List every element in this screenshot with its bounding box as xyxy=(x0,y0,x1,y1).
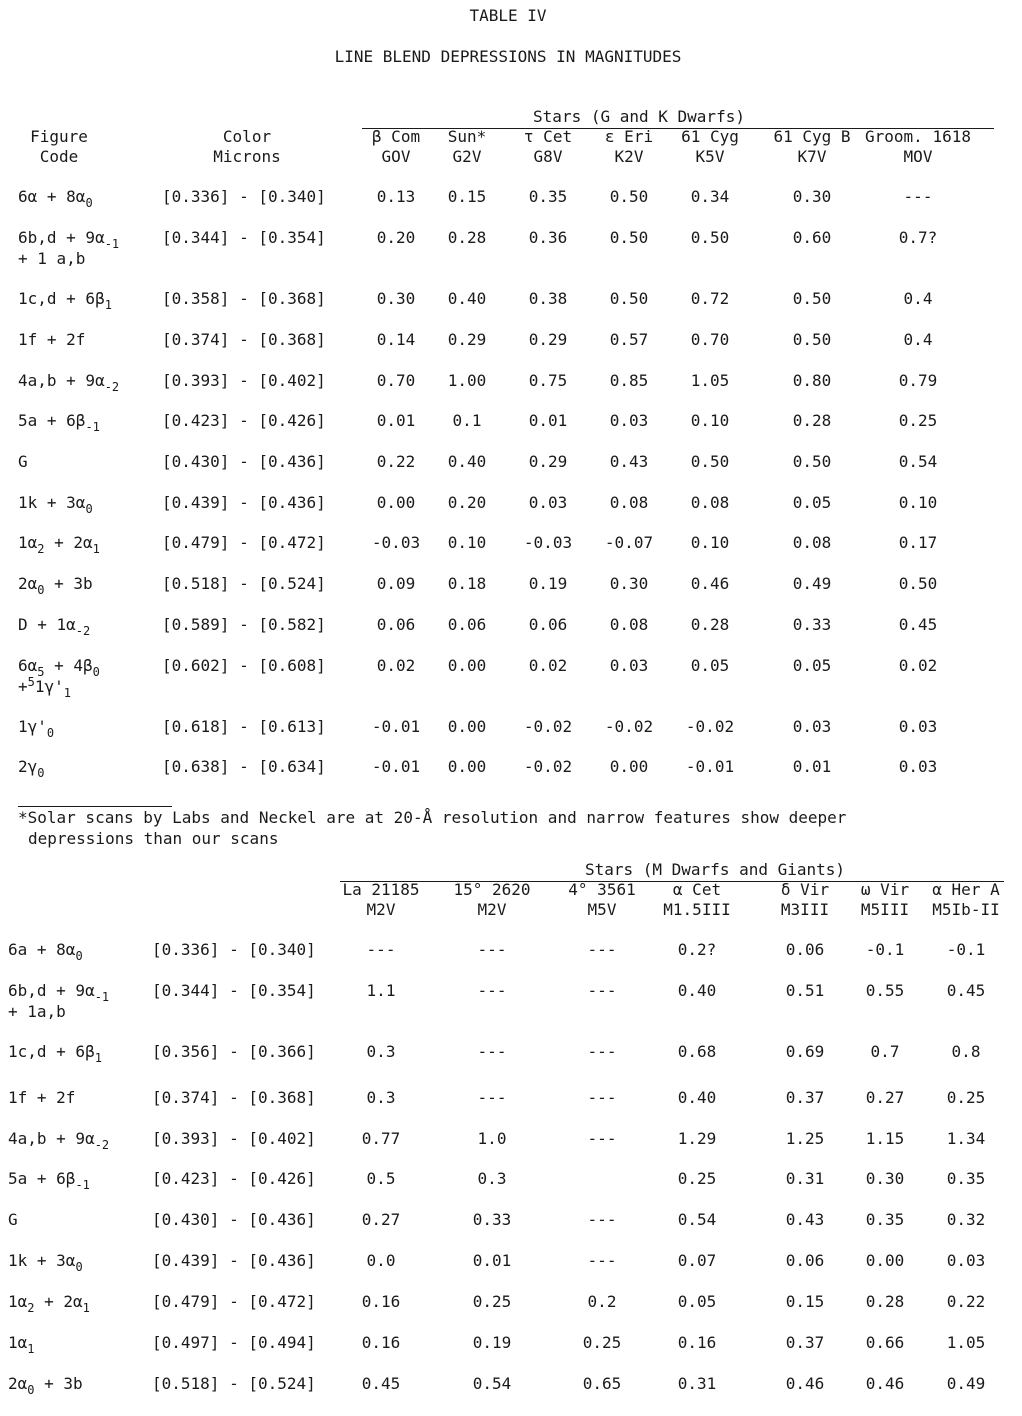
footnote-line-1: *Solar scans by Labs and Neckel are at 20-Å resolution and narrow features show deeper xyxy=(18,808,847,827)
star-name: α Her A xyxy=(932,880,1000,899)
depression-value: 0.27 xyxy=(361,1210,401,1229)
depression-value: 0.25 xyxy=(898,411,938,430)
depression-value: 0.00 xyxy=(609,757,649,776)
figure-code: $1k + 3\alpha_0$ xyxy=(18,493,93,516)
depression-value: 0.50 xyxy=(792,452,832,471)
depression-value: 0.13 xyxy=(376,187,416,206)
depression-value: 0.01 xyxy=(472,1251,512,1270)
spectral-type: GOV xyxy=(381,147,411,166)
depression-value: 0.06 xyxy=(785,940,825,959)
depression-value: 0.80 xyxy=(792,371,832,390)
depression-value: 0.35 xyxy=(865,1210,905,1229)
depression-value: 0.2? xyxy=(677,940,717,959)
depression-value: 0.72 xyxy=(690,289,730,308)
depression-value: 0.08 xyxy=(792,533,832,552)
depression-value: 0.19 xyxy=(472,1333,512,1352)
depression-value: 0.17 xyxy=(898,533,938,552)
depression-value: 0.57 xyxy=(609,330,649,349)
depression-value: 0.03 xyxy=(946,1251,986,1270)
spectral-type: M5V xyxy=(587,900,617,919)
spectral-type: M2V xyxy=(477,900,507,919)
depression-value: 0.33 xyxy=(472,1210,512,1229)
depression-value: 0.29 xyxy=(447,330,487,349)
figure-code: $1\alpha_2 + 2\alpha_1$ xyxy=(18,533,100,556)
depression-value: 0.50 xyxy=(690,452,730,471)
group-header: Stars (M Dwarfs and Giants) xyxy=(584,860,846,879)
depression-value: 0.34 xyxy=(690,187,730,206)
depression-value: 0.02 xyxy=(898,656,938,675)
depression-value: -0.01 xyxy=(685,757,735,776)
depression-value: 0.16 xyxy=(677,1333,717,1352)
depression-value: 0.05 xyxy=(690,656,730,675)
depression-value: 0.08 xyxy=(690,493,730,512)
depression-value: 0.75 xyxy=(528,371,568,390)
star-name: Sun* xyxy=(447,127,487,146)
depression-value: 0.03 xyxy=(528,493,568,512)
color-range: [0.518] - [0.524] xyxy=(152,1374,316,1393)
depression-value: 0.05 xyxy=(792,656,832,675)
depression-value: 0.51 xyxy=(785,981,825,1000)
depression-value: 0.00 xyxy=(447,757,487,776)
depression-value: 0.08 xyxy=(609,493,649,512)
depression-value: --- xyxy=(477,1042,507,1061)
color-range: [0.336] - [0.340] xyxy=(162,187,326,206)
color-range: [0.374] - [0.368] xyxy=(152,1088,316,1107)
depression-value: 0.65 xyxy=(582,1374,622,1393)
depression-value: 0.3 xyxy=(477,1169,507,1188)
spectral-type: MOV xyxy=(903,147,933,166)
depression-value: 0.35 xyxy=(946,1169,986,1188)
figure-code: $4a,b + 9\alpha_{-2}$ xyxy=(18,371,120,394)
depression-value: 0.68 xyxy=(677,1042,717,1061)
depression-value: 0.07 xyxy=(677,1251,717,1270)
figure-code: $1\gamma'_0$ xyxy=(18,717,55,740)
depression-value: 0.0 xyxy=(366,1251,396,1270)
star-name: 15° 2620 xyxy=(453,880,531,899)
depression-value: 0.03 xyxy=(609,656,649,675)
depression-value: 0.03 xyxy=(898,717,938,736)
depression-value: 0.55 xyxy=(865,981,905,1000)
star-name: ω Vir xyxy=(860,880,910,899)
figure-code: $1k + 3\alpha_0$ xyxy=(8,1251,83,1274)
depression-value: 0.00 xyxy=(447,656,487,675)
header-figure: Figure xyxy=(30,127,88,146)
footnote-line-2: depressions than our scans xyxy=(28,829,279,848)
figure-code-continued: + 1 a,b xyxy=(18,249,86,268)
spectral-type: K2V xyxy=(614,147,644,166)
depression-value: 0.40 xyxy=(447,452,487,471)
star-name: δ Vir xyxy=(780,880,830,899)
star-name: La 21185 xyxy=(342,880,420,899)
depression-value: 0.50 xyxy=(609,289,649,308)
depression-value: 0.30 xyxy=(376,289,416,308)
depression-value: 0.27 xyxy=(865,1088,905,1107)
depression-value: 0.06 xyxy=(528,615,568,634)
depression-value: 0.1 xyxy=(452,411,482,430)
depression-value: 0.69 xyxy=(785,1042,825,1061)
depression-value: 1.15 xyxy=(865,1129,905,1148)
star-name: α Cet xyxy=(672,880,722,899)
depression-value: 0.22 xyxy=(376,452,416,471)
depression-value: 0.28 xyxy=(690,615,730,634)
depression-value: 0.00 xyxy=(376,493,416,512)
spectral-type: M1.5III xyxy=(663,900,731,919)
depression-value: 0.28 xyxy=(447,228,487,247)
depression-value: -0.02 xyxy=(685,717,735,736)
depression-value: 0.19 xyxy=(528,574,568,593)
spectral-type: M3III xyxy=(780,900,830,919)
color-range: [0.439] - [0.436] xyxy=(162,493,326,512)
depression-value: 0.16 xyxy=(361,1333,401,1352)
depression-value: 0.77 xyxy=(361,1129,401,1148)
color-range: [0.344] - [0.354] xyxy=(162,228,326,247)
depression-value: 0.03 xyxy=(898,757,938,776)
depression-value: -0.02 xyxy=(523,717,573,736)
depression-value: 0.85 xyxy=(609,371,649,390)
depression-value: 0.15 xyxy=(785,1292,825,1311)
depression-value: --- xyxy=(587,1042,617,1061)
color-range: [0.479] - [0.472] xyxy=(162,533,326,552)
depression-value: 0.16 xyxy=(361,1292,401,1311)
depression-value: 0.02 xyxy=(376,656,416,675)
depression-value: -0.1 xyxy=(946,940,986,959)
depression-value: -0.01 xyxy=(371,717,421,736)
depression-value: 0.30 xyxy=(609,574,649,593)
depression-value: 0.79 xyxy=(898,371,938,390)
depression-value: 0.46 xyxy=(690,574,730,593)
depression-value: 0.06 xyxy=(447,615,487,634)
depression-value: --- xyxy=(366,940,396,959)
star-name: ε Eri xyxy=(604,127,654,146)
depression-value: -0.07 xyxy=(604,533,654,552)
figure-code: $6a + 8\alpha_0$ xyxy=(8,940,83,963)
depression-value: 0.37 xyxy=(785,1333,825,1352)
spectral-type: M5Ib-II xyxy=(932,900,1000,919)
color-range: [0.430] - [0.436] xyxy=(152,1210,316,1229)
depression-value: --- xyxy=(587,1129,617,1148)
depression-value: 0.29 xyxy=(528,452,568,471)
color-range: [0.358] - [0.368] xyxy=(162,289,326,308)
depression-value: 0.45 xyxy=(361,1374,401,1393)
depression-value: 0.29 xyxy=(528,330,568,349)
figure-code-continued: $+^51\gamma'_1$ xyxy=(18,675,72,700)
depression-value: 0.60 xyxy=(792,228,832,247)
depression-value: 0.50 xyxy=(609,187,649,206)
figure-code: $1\alpha_2 + 2\alpha_1$ xyxy=(8,1292,90,1315)
color-range: [0.638] - [0.634] xyxy=(162,757,326,776)
depression-value: 0.54 xyxy=(472,1374,512,1393)
depression-value: 0.28 xyxy=(865,1292,905,1311)
depression-value: 1.00 xyxy=(447,371,487,390)
spectral-type: M5III xyxy=(860,900,910,919)
depression-value: 1.25 xyxy=(785,1129,825,1148)
header-color: Color xyxy=(222,127,272,146)
depression-value: 0.7 xyxy=(870,1042,900,1061)
color-range: [0.356] - [0.366] xyxy=(152,1042,316,1061)
depression-value: 0.10 xyxy=(690,533,730,552)
spectral-type: G8V xyxy=(533,147,563,166)
table-title: TABLE IV xyxy=(469,6,547,25)
depression-value: 0.03 xyxy=(609,411,649,430)
depression-value: --- xyxy=(587,1251,617,1270)
figure-code: $2\alpha_0 + 3b$ xyxy=(8,1374,83,1397)
spectral-type: M2V xyxy=(366,900,396,919)
depression-value: 0.2 xyxy=(587,1292,617,1311)
depression-value: 1.0 xyxy=(477,1129,507,1148)
spectral-type: K5V xyxy=(695,147,725,166)
depression-value: 0.4 xyxy=(903,330,933,349)
star-name: 61 Cyg B xyxy=(773,127,851,146)
depression-value: 0.10 xyxy=(447,533,487,552)
depression-value: 0.25 xyxy=(677,1169,717,1188)
figure-code: $1\alpha_1$ xyxy=(8,1333,35,1356)
depression-value: 0.70 xyxy=(690,330,730,349)
depression-value: --- xyxy=(587,1088,617,1107)
figure-code: $D + 1\alpha_{-2}$ xyxy=(18,615,91,638)
depression-value: 0.22 xyxy=(946,1292,986,1311)
depression-value: 0.50 xyxy=(792,330,832,349)
depression-value: 1.29 xyxy=(677,1129,717,1148)
color-range: [0.393] - [0.402] xyxy=(162,371,326,390)
depression-value: 0.45 xyxy=(946,981,986,1000)
depression-value: 0.43 xyxy=(609,452,649,471)
depression-value: 0.4 xyxy=(903,289,933,308)
color-range: [0.430] - [0.436] xyxy=(162,452,326,471)
figure-code: $6\alpha + 8\alpha_0$ xyxy=(18,187,93,210)
depression-value: 0.03 xyxy=(792,717,832,736)
color-range: [0.393] - [0.402] xyxy=(152,1129,316,1148)
spectral-type: K7V xyxy=(797,147,827,166)
depression-value: 0.33 xyxy=(792,615,832,634)
depression-value: 1.1 xyxy=(366,981,396,1000)
figure-code: $6b,d + 9\alpha_{-1}$ xyxy=(18,228,120,251)
depression-value: 0.05 xyxy=(677,1292,717,1311)
color-range: [0.589] - [0.582] xyxy=(162,615,326,634)
figure-code: 1f + 2f xyxy=(18,330,86,349)
depression-value: 0.08 xyxy=(609,615,649,634)
star-name: τ Cet xyxy=(523,127,573,146)
depression-value: 1.34 xyxy=(946,1129,986,1148)
depression-value: 0.38 xyxy=(528,289,568,308)
depression-value: 1.05 xyxy=(946,1333,986,1352)
depression-value: 0.5 xyxy=(366,1169,396,1188)
color-range: [0.518] - [0.524] xyxy=(162,574,326,593)
depression-value: --- xyxy=(477,981,507,1000)
depression-value: -0.03 xyxy=(523,533,573,552)
depression-value: -0.1 xyxy=(865,940,905,959)
depression-value: 0.46 xyxy=(865,1374,905,1393)
depression-value: 0.40 xyxy=(677,981,717,1000)
header-microns: Microns xyxy=(213,147,281,166)
group-header: Stars (G and K Dwarfs) xyxy=(533,107,745,126)
color-range: [0.602] - [0.608] xyxy=(162,656,326,675)
star-name: 61 Cyg xyxy=(681,127,739,146)
color-range: [0.423] - [0.426] xyxy=(152,1169,316,1188)
figure-code: G xyxy=(18,452,28,471)
depression-value: 0.32 xyxy=(946,1210,986,1229)
figure-code-continued: + 1a,b xyxy=(8,1002,66,1021)
depression-value: 0.49 xyxy=(946,1374,986,1393)
depression-value: --- xyxy=(587,981,617,1000)
depression-value: 0.36 xyxy=(528,228,568,247)
depression-value: -0.03 xyxy=(371,533,421,552)
figure-code: $6\alpha_5 + 4\beta_0$ xyxy=(18,656,100,679)
depression-value: 0.40 xyxy=(447,289,487,308)
color-range: [0.336] - [0.340] xyxy=(152,940,316,959)
depression-value: 0.45 xyxy=(898,615,938,634)
depression-value: 0.18 xyxy=(447,574,487,593)
depression-value: 0.05 xyxy=(792,493,832,512)
star-name: Groom. 1618 xyxy=(865,127,971,146)
depression-value: 0.37 xyxy=(785,1088,825,1107)
depression-value: 0.01 xyxy=(376,411,416,430)
depression-value: 0.25 xyxy=(946,1088,986,1107)
depression-value: 0.54 xyxy=(677,1210,717,1229)
depression-value: --- xyxy=(587,940,617,959)
depression-value: 0.20 xyxy=(447,493,487,512)
depression-value: 0.20 xyxy=(376,228,416,247)
footnote-rule xyxy=(18,806,172,807)
figure-code: 1f + 2f xyxy=(8,1088,76,1107)
depression-value: 0.3 xyxy=(366,1042,396,1061)
depression-value: --- xyxy=(477,940,507,959)
color-range: [0.423] - [0.426] xyxy=(162,411,326,430)
depression-value: -0.02 xyxy=(523,757,573,776)
figure-code: $5a + 6\beta_{-1}$ xyxy=(8,1169,90,1192)
figure-code: $6b,d + 9\alpha_{-1}$ xyxy=(8,981,110,1004)
color-range: [0.618] - [0.613] xyxy=(162,717,326,736)
depression-value: 0.01 xyxy=(528,411,568,430)
depression-value: 0.70 xyxy=(376,371,416,390)
color-range: [0.479] - [0.472] xyxy=(152,1292,316,1311)
star-name: 4° 3561 xyxy=(568,880,636,899)
depression-value: --- xyxy=(903,187,933,206)
depression-value: 0.35 xyxy=(528,187,568,206)
depression-value: -0.01 xyxy=(371,757,421,776)
depression-value: 0.25 xyxy=(472,1292,512,1311)
color-range: [0.374] - [0.368] xyxy=(162,330,326,349)
depression-value: 0.31 xyxy=(785,1169,825,1188)
depression-value: 0.50 xyxy=(792,289,832,308)
depression-value: 0.40 xyxy=(677,1088,717,1107)
figure-code: $1c,d + 6\beta_1$ xyxy=(18,289,112,312)
color-range: [0.344] - [0.354] xyxy=(152,981,316,1000)
depression-value: 0.01 xyxy=(792,757,832,776)
depression-value: 0.46 xyxy=(785,1374,825,1393)
depression-value: 0.49 xyxy=(792,574,832,593)
depression-value: 0.00 xyxy=(447,717,487,736)
depression-value: 0.30 xyxy=(865,1169,905,1188)
figure-code: $2\gamma_0$ xyxy=(18,757,45,780)
figure-code: G xyxy=(8,1210,18,1229)
depression-value: 0.50 xyxy=(690,228,730,247)
table-subtitle: LINE BLEND DEPRESSIONS IN MAGNITUDES xyxy=(334,47,682,66)
depression-value: -0.02 xyxy=(604,717,654,736)
depression-value: 0.7? xyxy=(898,228,938,247)
depression-value: 0.54 xyxy=(898,452,938,471)
depression-value: 0.66 xyxy=(865,1333,905,1352)
header-code: Code xyxy=(39,147,79,166)
depression-value: 0.28 xyxy=(792,411,832,430)
depression-value: 1.05 xyxy=(690,371,730,390)
depression-value: 0.10 xyxy=(690,411,730,430)
depression-value: 0.00 xyxy=(865,1251,905,1270)
depression-value: 0.3 xyxy=(366,1088,396,1107)
depression-value: 0.50 xyxy=(609,228,649,247)
depression-value: 0.06 xyxy=(376,615,416,634)
depression-value: 0.50 xyxy=(898,574,938,593)
depression-value: 0.10 xyxy=(898,493,938,512)
depression-value: 0.25 xyxy=(582,1333,622,1352)
star-name: β Com xyxy=(371,127,421,146)
depression-value: --- xyxy=(477,1088,507,1107)
depression-value: 0.06 xyxy=(785,1251,825,1270)
depression-value: 0.30 xyxy=(792,187,832,206)
depression-value: 0.43 xyxy=(785,1210,825,1229)
figure-code: $2\alpha_0 + 3b$ xyxy=(18,574,93,597)
depression-value: 0.09 xyxy=(376,574,416,593)
depression-value: 0.31 xyxy=(677,1374,717,1393)
color-range: [0.497] - [0.494] xyxy=(152,1333,316,1352)
depression-value: 0.02 xyxy=(528,656,568,675)
depression-value: --- xyxy=(587,1210,617,1229)
depression-value: 0.14 xyxy=(376,330,416,349)
figure-code: $1c,d + 6\beta_1$ xyxy=(8,1042,102,1065)
figure-code: $5a + 6\beta_{-1}$ xyxy=(18,411,100,434)
spectral-type: G2V xyxy=(452,147,482,166)
figure-code: $4a,b + 9\alpha_{-2}$ xyxy=(8,1129,110,1152)
depression-value: 0.15 xyxy=(447,187,487,206)
depression-value: 0.8 xyxy=(951,1042,981,1061)
color-range: [0.439] - [0.436] xyxy=(152,1251,316,1270)
